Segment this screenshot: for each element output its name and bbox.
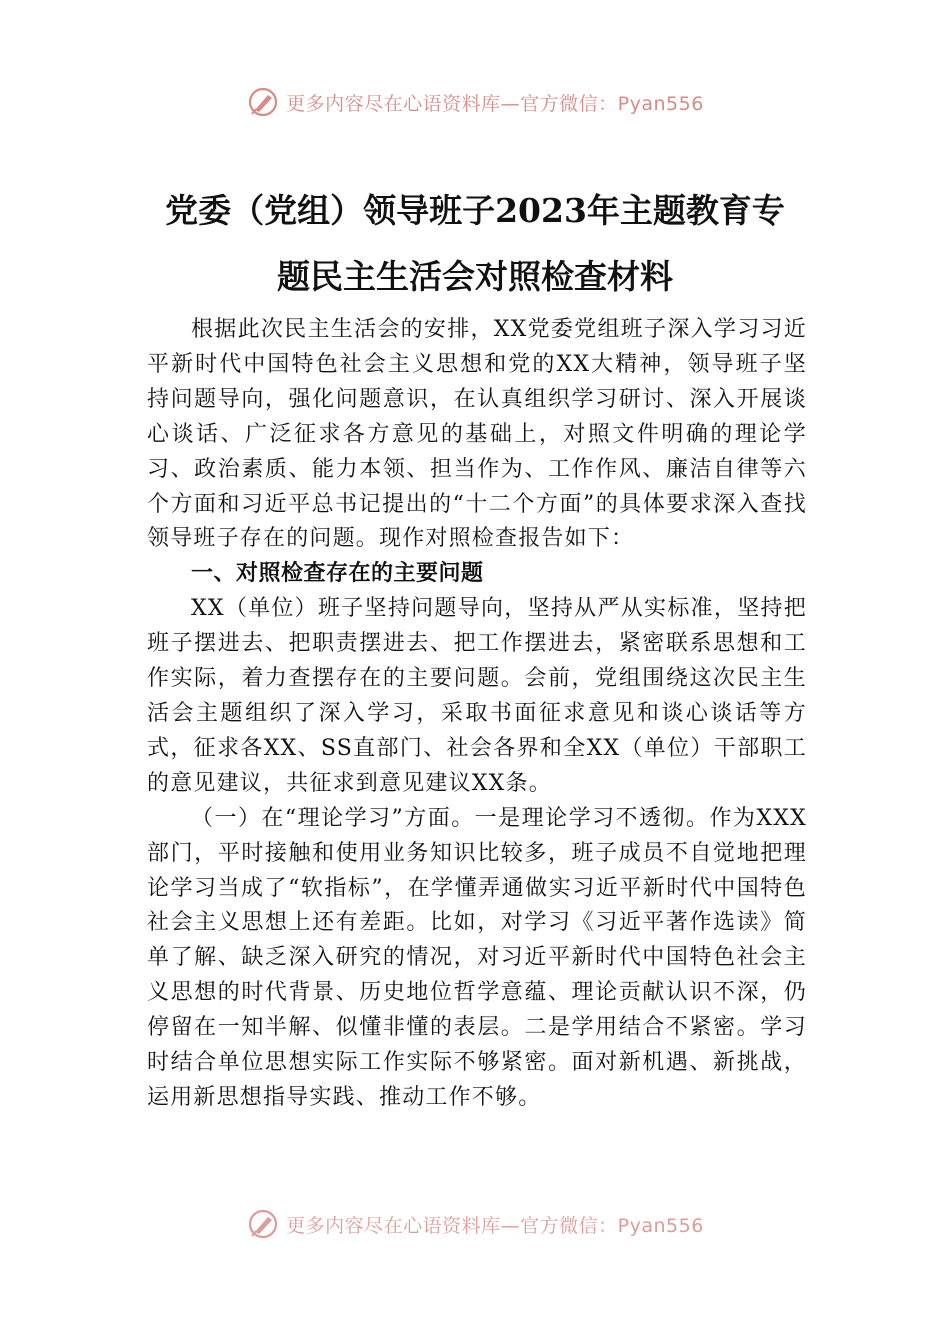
watermark-header — [0, 82, 950, 122]
paragraph-problems-overview: XX（单位）班子坚持问题导向，坚持从严从实标准，坚持把班子摆进去、把职责摆进去、把工作摆进去，紧密联系思想和工作实际，着力查摆存在的主要问题。会前，党组围绕这次民主生活会主题组织了深入学习，采取书面征求意见和谈心谈话等方式，征求各XX、SS直部门、社会各界和全XX（单位）干部职工的意见建议，共征求到意见建议XX条。 — [147, 596, 807, 796]
paragraph-intro: 根据此次民主生活会的安排，XX党委党组班子深入学习习近平新时代中国特色社会主义思想和党的XX大精神，领导班子坚持问题导向，强化问题意识，在认真组织学习研讨、深入开展谈心谈话、广泛征求各方意见的基础上，对照文件明确的理论学习、政治素质、能力本领、担当作为、工作作风、廉洁自律等六个方面和习近平总书记提出的“十二个方面”的具体要求深入查找领导班子存在的问题。现作对照检查报告如下： — [147, 317, 807, 552]
pen-nib-logo-icon — [246, 85, 280, 119]
watermark-text: 更多内容尽在心语资料库—官方微信：Pyan556 — [286, 92, 704, 115]
document-title-line-2: 题民主生活会对照检查材料 — [277, 257, 673, 296]
paragraph-theory-study: （一）在“理论学习”方面。一是理论学习不透彻。作为XXX部门，平时接触和使用业务知识比较多，班子成员不自觉地把理论学习当成了“软指标”，在学懂弄通做实习近平新时代中国特色社会主义思想上还有差距。比如，对学习《习近平著作选读》简单了解、缺乏深入研究的情况，对习近平新时代中国特色社会主义思想的时代背景、历史地位哲学意蕴、理论贡献认识不深，仍停留在一知半解、似懂非懂的表层。二是学用结合不紧密。学习时结合单位思想实际工作实际不够紧密。面对新机遇、新挑战，运用新思想指导实践、推动工作不够。 — [147, 805, 807, 1110]
document-body — [147, 313, 807, 1116]
watermark-footer — [0, 1204, 950, 1244]
watermark-text: 更多内容尽在心语资料库—官方微信：Pyan556 — [286, 1214, 704, 1237]
section-heading: 一、对照检查存在的主要问题 — [191, 561, 484, 587]
pen-nib-logo-icon — [246, 1207, 280, 1241]
document-title-line-1: 党委（党组）领导班子2023年主题教育专 — [165, 191, 785, 230]
